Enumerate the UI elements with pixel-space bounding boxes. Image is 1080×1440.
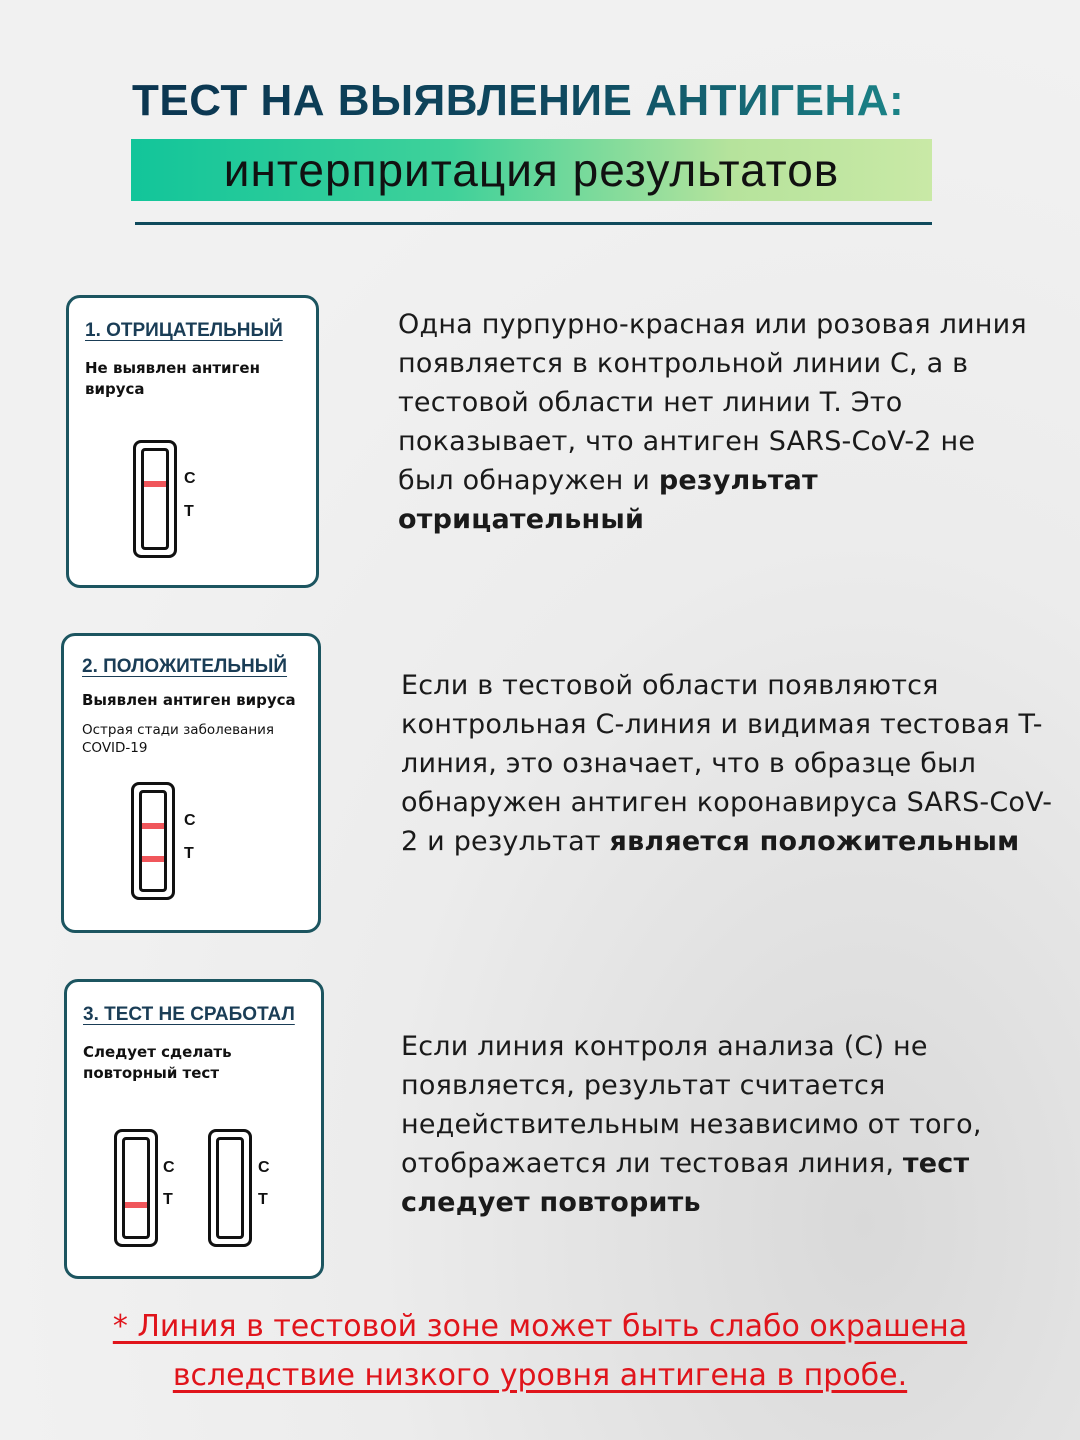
footnote-line-1: * Линия в тестовой зоне может быть слабо окрашена xyxy=(112,1309,968,1344)
divider xyxy=(135,222,932,225)
control-label: C xyxy=(184,470,196,487)
control-label: C xyxy=(163,1159,175,1176)
page-subtitle: интерпритация результатов xyxy=(131,139,932,201)
result-card-positive xyxy=(61,633,321,933)
result-description-invalid: Если линия контроля анализа (C) не появляется, результат считается недействительным независимо от того, отображается ли тестовая линия, тест следует повторить xyxy=(401,1031,982,1218)
test-strip-icon xyxy=(131,782,175,900)
footnote-line-2: вследствие низкого уровня антигена в пробе. xyxy=(172,1358,908,1393)
card-subtitle: Следует сделать повторный тест xyxy=(83,1043,232,1082)
card-subtitle: Не выявлен антиген вируса xyxy=(85,359,260,398)
card-heading: 2. ПОЛОЖИТЕЛЬНЫЙ xyxy=(82,656,288,677)
test-label: T xyxy=(184,845,194,862)
control-label: C xyxy=(184,812,196,829)
control-label: C xyxy=(258,1159,270,1176)
result-card-negative xyxy=(66,295,319,588)
test-strip-icon xyxy=(208,1129,252,1247)
test-strip-icon xyxy=(114,1129,158,1247)
result-description-positive: Если в тестовой области появляются контрольная C-линия и видимая тестовая T-линия, это означает, что в образце был обнаружен антиген коронавируса SARS-CoV-2 и результат является положительным xyxy=(401,670,1053,857)
test-strip-icon xyxy=(133,440,177,558)
test-label: T xyxy=(184,503,194,520)
result-card-invalid xyxy=(64,979,324,1279)
card-note: Острая стади заболевания COVID-19 xyxy=(82,722,275,756)
card-heading: 3. ТЕСТ НЕ СРАБОТАЛ xyxy=(83,1004,295,1025)
test-label: T xyxy=(258,1191,268,1208)
card-subtitle: Выявлен антиген вируса xyxy=(82,691,296,709)
card-heading: 1. ОТРИЦАТЕЛЬНЫЙ xyxy=(85,320,283,341)
test-label: T xyxy=(163,1191,173,1208)
page-title: ТЕСТ НА ВЫЯВЛЕНИЕ АНТИГЕНА: xyxy=(132,76,942,126)
result-description-negative: Одна пурпурно-красная или розовая линия появляется в контрольной линии C, а в тестовой области нет линии T. Это показывает, что антиген SARS-CoV-2 не был обнаружен и результат отрицательный xyxy=(398,309,1027,535)
